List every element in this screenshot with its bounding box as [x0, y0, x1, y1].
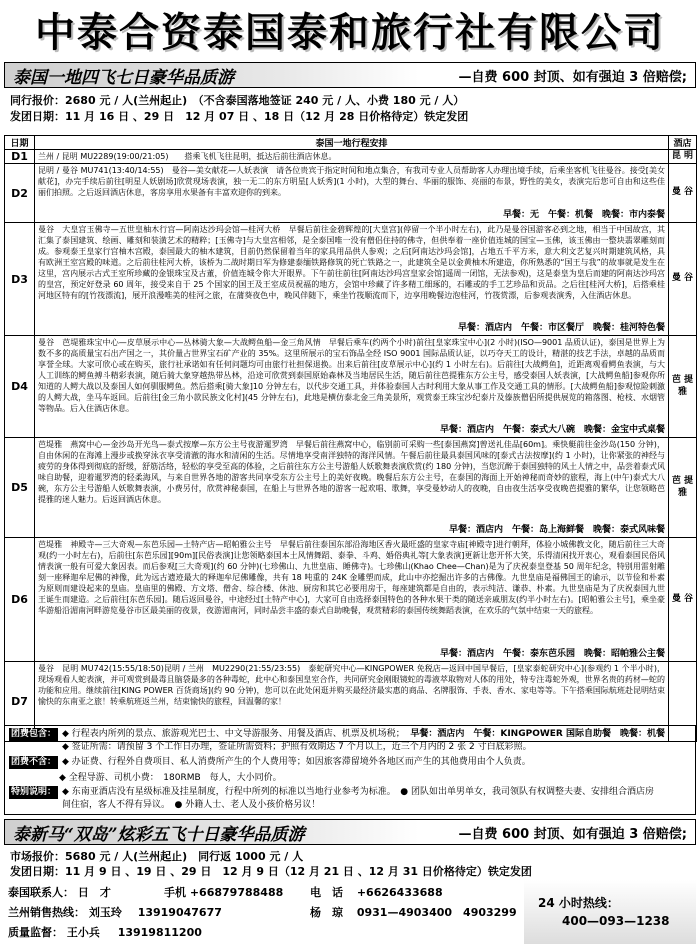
tour2-banner	[4, 819, 696, 845]
day-meals: 早餐：酒店内 午餐：泰式大八碗 晚餐：金宝中式桌餐	[439, 425, 665, 435]
tour1-extra: —自费 600 封顶、如有强迫 3 倍赔偿;	[458, 69, 687, 85]
tour2-extra: —自费 600 封顶、如有强迫 3 倍赔偿;	[458, 826, 687, 842]
day-meals: 早餐：酒店内 午餐：岛上海鲜餐 晚餐：泰式风味餐	[448, 525, 665, 535]
table-row	[5, 538, 697, 662]
day-hotel: 芭 提 雅	[669, 438, 697, 538]
special-item: ◆ 东南亚酒店没有星级标准及挂星制度，行程中所列的标准以当地行业参考为标准。 ● 团队如出单男单女，我司领队有权调整夫妻、安排组合酒店房间住宿，客人不得有异议。 ● 外籍人士、老人及小孩价格另议！	[62, 787, 655, 810]
table-row	[5, 223, 697, 336]
thai-contact-name: 日 才	[77, 886, 111, 899]
day-meals: 早餐：无 午餐：机餐 晚餐：市内泰餐	[502, 210, 665, 220]
day-meals: 早餐：酒店内 午餐：KINGPOWER 国际自助餐 晚餐：机餐	[410, 729, 665, 739]
day-label: D5	[5, 438, 35, 538]
phone-number: +6626433688	[356, 886, 443, 899]
thai-contact-label: 泰国联系人：	[8, 886, 74, 899]
day-desc: 昆明 / 曼谷 MU741(13:40/14:55) 曼谷—美女献花—人妖表演 请各位贵宾于指定时间和地点集合，有我司专业人员帮助客人办理出境手续，后乘坐客机飞往曼谷。接受[美女献花]，办完手续后前往[明星人妖剧场]欣赏现场表演，独一无二的东方明星[人妖秀](1 小时)，大型的舞台、华丽的服饰、亮丽的布景，野性的美女，表演完后您可自由和这些佳丽们拍照。之后返回酒店休息，客房享用水果备有丰富欢迎你的到来。 早餐：无 午餐：机餐 晚餐：市内泰餐	[35, 164, 669, 223]
tour1-price: 同行报价：2680 元 / 人(兰州起止) （不含泰国落地签证 240 元 / 人、小费 180 元 / 人）	[10, 94, 465, 107]
company-title: 中泰合资泰国泰和旅行社有限公司	[35, 8, 665, 56]
inclusions	[9, 728, 532, 754]
special-notes	[9, 786, 693, 812]
hotline-number: 400—093—1238	[562, 914, 670, 928]
day-label: D6	[5, 538, 35, 662]
hotline-box	[524, 880, 696, 944]
contacts-block	[4, 880, 696, 944]
lz-label: 兰州销售热线：	[8, 906, 85, 919]
day-hotel: 曼 谷	[669, 164, 697, 223]
table-row	[5, 438, 697, 538]
table-row	[5, 336, 697, 438]
qa-name: 王小兵	[66, 926, 100, 939]
inclusion-item: ◆ 签证所需：请预留 3 个工作日办理，签证所需资料；护照有效期达 7 个月以上，近三个月内的 2 张 2 寸白底彩照。	[62, 742, 532, 752]
day-meals: 早餐：酒店内 午餐：市区餐厅 晚餐：桂河特色餐	[457, 323, 665, 333]
day-hotel: 曼 谷	[669, 223, 697, 336]
day-label: D2	[5, 164, 35, 223]
header-schedule: 泰国一地行程安排	[35, 136, 669, 150]
header-hotel: 酒店	[669, 136, 697, 150]
exclusions-tag: 团费不含：	[11, 757, 57, 767]
day-desc: 曼谷 昆明 MU742(15:55/18:50)昆明 / 兰州 MU2290(21:55/23:55) 泰蛇研究中心—KINGPOWER 免税店—返回中国早餐后，[皇家泰蛇研究中心](参观约 1 个半小时)，现场观看人蛇表演，并可观赏到最毒且脑袋最多的各种毒蛇，此中心和泰国皇室合作，共同研究金刚眼镜蛇的毒液萃取物对人体的用处，特专注毒蛇外观，世界名贵的药材—蛇的功能和应用。继续前往[KING POWER 百货商场](约 90 分钟)，您可以在此处闲逛并购买最经济最实惠的商品、名牌服饰、手表、香水、家电等等。下午搭乘国际航班赴昆明结束愉快的东南亚之旅！转乘航班返兰州，结束愉快的旅程，回温馨的家！ 早餐：酒店内 午餐：KINGPOWER 国际自助餐 晚餐：机餐	[35, 662, 669, 742]
qa-label: 质量监督：	[8, 926, 63, 939]
lz-name: 刘玉玲	[88, 906, 122, 919]
day-hotel: 芭 提 雅	[669, 336, 697, 438]
tour2-price: 市场报价：5680 元 / 人(兰州起止) 同行返 1000 元 / 人	[10, 850, 304, 863]
phone-label: 电 话	[310, 886, 343, 899]
day-label: D4	[5, 336, 35, 438]
notes-box	[4, 725, 696, 815]
qa-phone: 13919811200	[117, 926, 202, 939]
tour2-name: 泰新马“双岛”炫彩五飞十日豪华品质游	[13, 824, 305, 845]
tip-row	[59, 772, 282, 785]
day-desc: 曼谷 芭堤雅珠宝中心—皮草展示中心—丛林骑大象—大战鳄鱼船—金三角风情 早餐后乘车(约两个小时)前往[皇家珠宝中心](2 小时)(ISO—9001 品质认证)，泰国是世界上为数不多的高质量宝石出产国之一，其价量占世界宝石矿产业的 35%。这里所展示的宝石饰品全经 ISO 9001 国际品质认证，以巧夺天工的设计，精湛的技艺手法，卓越的品质而享誉全球。大家可欣心或在购买，旅行社承诺如有任何问题均可由旅行社担保退换。出来后前往[皮草展示中心](约 1 小时左右)。后前往[大战鳄鱼]，近距离观看鳄鱼表演，与大人工训练的鳄鱼搏斗精彩表演，随后骑大象穿越热带丛林，沿途可欣赏到泰国原始森林及当地居民生活，随后前往芭提雅东方公主号，感受泰国人妖表演，[大战鳄鱼船]参观你所知道的人鳄大战以及泰国人如何驯服鳄鱼。然后搭乘[骑大象]10 分钟左右，以代步交通工具，并体验泰国人古时利用大象从事工作及交通工具的情形。[大战鳄鱼船]参观惊险刺激的人鳄大战，坐马车返回。后前往[金三角小款民族文化村](45 分钟左右)，此地是横仿泰北金三角美景所，观赏泰王珠宝沙纪泰片及傣族僧侣所提供展览的箱落图、枪枝、水烟管等物品。后入住酒店休息。 早餐：酒店内 午餐：泰式大八碗 晚餐：金宝中式桌餐	[35, 336, 669, 438]
exclusion-item: ◆ 办证费、行程外自费项目、私人消费所产生的个人费用等；如因旅客滞留境外各地区而产生的其他费用由个人负责。	[62, 757, 531, 767]
day-hotel: 昆 明	[669, 150, 697, 164]
tour1-name: 泰国一地四飞七日豪华品质游	[13, 67, 234, 88]
day-label: D7	[5, 662, 35, 742]
exclusions	[9, 756, 531, 769]
tour1-banner	[4, 62, 696, 88]
yang-name: 杨 琼	[310, 906, 343, 919]
header-day: 日期	[5, 136, 35, 150]
lz-phone: 13919047677	[137, 906, 222, 919]
day-hotel: 曼 谷	[669, 538, 697, 662]
day-desc: 芭堤雅 燕窝中心—金沙岛开光鸟—泰式按摩—东方公主号夜游暹罗湾 早餐后前往燕窝中心，临别前可采购一些[泰国燕窝]曾送礼佳品[60m]。乘快艇前往金沙岛(150 分钟)，自由休闲的在海滩上漫步或换穿泳衣享受清澈的海水和清闲的生活。尽情地享受南洋独特的海洋风情。午餐后前往最具泰国风味的[泰式古法按摩](约 1 小时)，让你紧张的神经与疲劳的身体得到彻底的舒缓，舒筋活络，轻松的享受至高的体验，之后前往东方公主号游船人妖歌舞表演欣赏(约 180 分钟)，当您沉醉于泰国独特的风土人情之中，品尝着泰式风味自助餐，迎着暹罗湾的轻柔海风，与来自世界各地的游客共同享受东方公主号上的美好夜晚。晚餐后东方公主号，在泰国的海面上开始神秘而奇妙的旅程，海上(中午)泰式大八碗，东方公主号游船人妖歌舞表演，小费另付，欣赏神秘泰国，在船上与世界各地的游客一起欢唱、歌舞，享受曼妙动人的夜晚，自由夜生活享受夜晚芭提雅的繁华，让您领略芭提雅的迷人魅力。后返回酒店休息。 早餐：酒店内 午餐：岛上海鲜餐 晚餐：泰式风味餐	[35, 438, 669, 538]
special-tag: 特别说明：	[11, 787, 57, 797]
inclusions-tag: 团费包含：	[11, 729, 57, 739]
day-label: D1	[5, 150, 35, 164]
thai-mobile-label: 手机	[164, 886, 186, 899]
yang-phone: 0931—4903400 4903299	[356, 906, 517, 919]
table-header-row	[5, 136, 697, 150]
day-label: D3	[5, 223, 35, 336]
tip-item: ◆ 全程导游、司机小费： 180RMB 每人，大小同价。	[59, 773, 282, 783]
day-desc: 兰州 / 昆明 MU2289(19:00/21:05) 搭乘飞机飞往昆明，抵达后前往酒店休息。	[35, 150, 669, 164]
table-row	[5, 150, 697, 164]
tour1-depart: 发团日期：11 月 16 日 、29 日 12 月 07 日 、18 日（12 月 28 日价格待定）铁定发团	[10, 110, 469, 123]
itinerary-table	[4, 135, 697, 742]
inclusion-item: ◆ 行程表内所列的景点、旅游观光巴士、中文导游服务、用餐及酒店、机票及机场税；	[62, 729, 405, 739]
thai-mobile: +66879788488	[189, 886, 284, 899]
day-meals: 早餐：酒店内 午餐：泰东芭乐园 晚餐：昭帕雅公主餐	[439, 649, 665, 659]
hotline-label: 24 小时热线：	[538, 896, 619, 910]
day-desc: 曼谷 大皇宫玉佛寺—五世皇柚木行宫—阿南达沙玛会馆—桂河大桥 早餐后前往金碧辉煌的[大皇宫](停留一个半小时左右)，此乃是曼谷国游客必到之地，相当于中国故宫，其汇集了泰国建筑、绘画、雕刻和装潢艺术的精粹；[玉佛寺]与大皇宫相邻，是全泰国唯一没有僧侣住持的佛寺，但供奉着一座价值连城的国宝—玉佛，该玉佛由一整块翡翠雕刻而成。参观泰王皇家行宫柚木宫殿，泰国最大的柚木建筑，目前仍然保留着当年的家具用品供人参观；之后[阿南达沙玛会馆]，占地五千平方米，意大利文艺复兴时期建筑风格，具有欧洲王室宫殿的味道。之后前往桂河大桥，该桥为二战时期日军为修建泰缅铁路修筑的死亡铁路之一，此建筑全是以金黄柚木所建造，你所熟悉的“国王与我”的故事就是发生在这里，宫内展示古式王室所珍藏的金银珠宝及古董，价值连城令你大开眼界。下午前往前往[阿南达沙玛宫皇家会馆]遥周一闭馆，无法参观)，这是泰皇为皇后而建的阿南达沙玛宫的皇宫，预定好登录 60 周年，接受来自于 25 个国家的国王及王室成员祝福的地方，会馆中珍藏了许多精工细琢的，石雕或的手工艺珍品和贡品。之后往[桂河大桥]，后搭乘桂河地区特有的[竹筏漂流]，展开浪漫唯美的桂河之旅，在蒲葵夜色中，晚风伴随下，乘坐竹筏顺流而下，边享用晚餐边泡桂河，竹筏赏漂，后参观表演秀，入住酒店休息。 早餐：酒店内 午餐：市区餐厅 晚餐：桂河特色餐	[35, 223, 669, 336]
table-row	[5, 164, 697, 223]
day-desc: 芭堤雅 神殿寺—三大奇观—东芭乐园—土特产店—昭帕雅公主号 早餐后前往泰国东部沿海地区香火最旺盛的皇家寺庙[神殿寺]进行朝拜，体验小城佛教文化，随后前往三大奇观(约一小时左右)，后前往[东芭乐园][90m][民俗表演]让您领略泰国本土风情舞蹈、泰拳、斗鸡、婚俗典礼等[大象表演]更新让您开怀大笑，乐得清闲找开衷心，观看泰国民俗风情表演一般有可爱大象因表。而后参观[三大奇观](约 60 分钟)(七珍佛山、九世皇庙、睡佛寺)。七珍佛山(Khao Chee—Chan)是为了庆祝泰皇登基 50 周年纪念，特别用雷射雕刻一座释迦牟尼佛的神像，此为远古遗迹最大的释迦牟尼佛雕像，共有 18 吨重的 24K 金雕塑而成，此山中亦挖掘出许多的古佛像。九世皇庙是福佛国王的谕示，以节俭和朴素为原则而建设起来的皇庙。皇庙里的佛殿、方文塔、僧舍、综合楼、休池、厨房和其它必要用房于，每座建筑都是自由的，表示纯洁、谦恭、朴素。九世皇庙是为了庆祝泰国九世王诞生而建造。之后前往[东芭乐园]。随后返回曼谷，中途经过[土特产中心]，大家可自由选择泰国特色的各种水果干类的随送亲戚朋友(约半小时左右)。[昭帕雅公主号]，乘坐豪华游船沿湄南河畔游览曼谷市区最美丽的夜景，夜游湄南河，同时品尝丰盛的泰式自助晚餐，观赏精彩的泰国传统舞蹈表演，在欢乐的气氛中结束一天的旅程。 早餐：酒店内 午餐：泰东芭乐园 晚餐：昭帕雅公主餐	[35, 538, 669, 662]
tour2-depart: 发团日期：11 月 9 日 、19 日 、29 日 12 月 9 日（12 月 21 日 、12 月 31 日价格待定）铁定发团	[10, 865, 532, 878]
